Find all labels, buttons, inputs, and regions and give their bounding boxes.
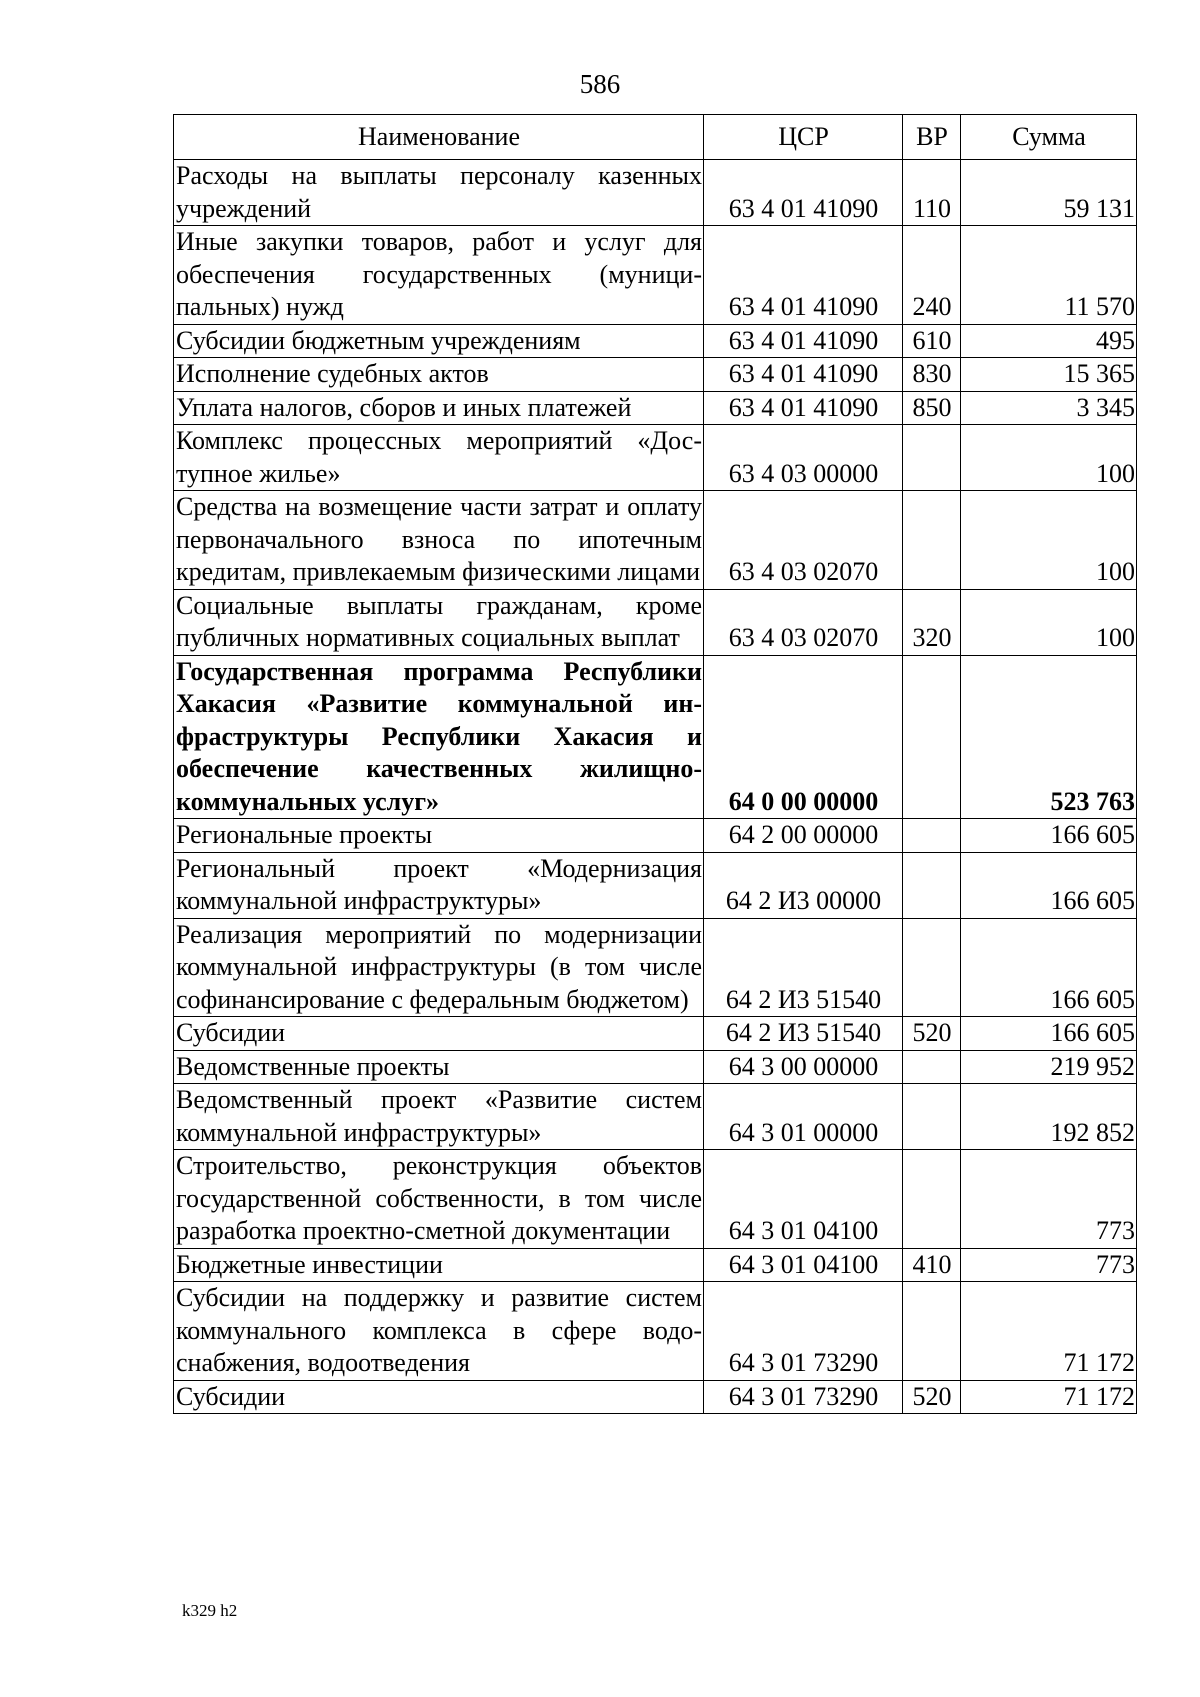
cell-vr: 520: [903, 1017, 961, 1051]
table-row: [174, 1017, 1137, 1051]
cell-sum: 495: [961, 324, 1137, 358]
cell-csr: 63 4 03 00000: [704, 425, 903, 491]
cell-name: Субсидии на поддержку и развитие систем коммунального комплекса в сфере водоснабжения, водоотведения: [174, 1282, 704, 1381]
cell-vr: 240: [903, 226, 961, 325]
table-row: [174, 1150, 1137, 1249]
cell-name: Субсидии: [174, 1380, 704, 1414]
cell-vr: 830: [903, 358, 961, 392]
cell-csr: 63 4 01 41090: [704, 226, 903, 325]
cell-sum: 523 763: [961, 655, 1137, 819]
cell-name: Иные закупки товаров, работ и услуг для обеспечения государственных (муниципальных) нужд: [174, 226, 704, 325]
cell-csr: 63 4 01 41090: [704, 358, 903, 392]
cell-name: Региональный проект «Модернизация коммунальной инфраструктуры»: [174, 852, 704, 918]
table-row: [174, 324, 1137, 358]
table-row: [174, 655, 1137, 819]
cell-csr: 64 3 01 04100: [704, 1150, 903, 1249]
cell-csr: 63 4 03 02070: [704, 589, 903, 655]
cell-sum: 3 345: [961, 391, 1137, 425]
cell-sum: 166 605: [961, 852, 1137, 918]
cell-sum: 166 605: [961, 1017, 1137, 1051]
cell-vr: [903, 852, 961, 918]
cell-csr: 64 3 01 73290: [704, 1282, 903, 1381]
table-row: [174, 491, 1137, 590]
cell-name: Исполнение судебных актов: [174, 358, 704, 392]
cell-name: Региональные проекты: [174, 819, 704, 853]
cell-vr: [903, 655, 961, 819]
cell-vr: [903, 819, 961, 853]
cell-sum: 59 131: [961, 160, 1137, 226]
table-row: [174, 1248, 1137, 1282]
cell-name: Государственная программа Республики Хакасия «Развитие коммунальной инфраструктуры Республики Хакасия и обеспечение качественных жилищно-коммунальных услуг»: [174, 655, 704, 819]
cell-name: Комплекс процессных мероприятий «Доступное жилье»: [174, 425, 704, 491]
cell-name: Уплата налогов, сборов и иных платежей: [174, 391, 704, 425]
cell-name: Субсидии: [174, 1017, 704, 1051]
table-row: [174, 391, 1137, 425]
table-row: [174, 160, 1137, 226]
cell-csr: 64 3 01 04100: [704, 1248, 903, 1282]
page-number: 586: [579, 69, 621, 99]
table-row: [174, 1380, 1137, 1414]
cell-sum: 11 570: [961, 226, 1137, 325]
table-row: [174, 819, 1137, 853]
cell-name: Бюджетные инвестиции: [174, 1248, 704, 1282]
table-row: [174, 852, 1137, 918]
table-row: [174, 918, 1137, 1017]
cell-csr: 64 2 И3 51540: [704, 1017, 903, 1051]
cell-sum: 166 605: [961, 918, 1137, 1017]
cell-sum: 192 852: [961, 1084, 1137, 1150]
table-row: [174, 589, 1137, 655]
cell-vr: [903, 1084, 961, 1150]
cell-vr: [903, 425, 961, 491]
cell-csr: 64 2 И3 00000: [704, 852, 903, 918]
cell-sum: 773: [961, 1150, 1137, 1249]
table-row: [174, 1084, 1137, 1150]
cell-vr: [903, 1150, 961, 1249]
cell-sum: 100: [961, 425, 1137, 491]
cell-csr: 64 2 00 00000: [704, 819, 903, 853]
cell-csr: 64 3 00 00000: [704, 1050, 903, 1084]
cell-sum: 100: [961, 491, 1137, 590]
table-header: [174, 115, 1137, 160]
cell-name: Строительство, реконструкция объектов государственной собственности, в том числе разработка проектно-сметной документации: [174, 1150, 704, 1249]
cell-vr: 110: [903, 160, 961, 226]
cell-sum: 15 365: [961, 358, 1137, 392]
header-vr: ВР: [903, 115, 961, 160]
cell-vr: [903, 1050, 961, 1084]
header-row: [174, 115, 1137, 160]
cell-csr: 63 4 01 41090: [704, 391, 903, 425]
table-row: [174, 1050, 1137, 1084]
cell-name: Ведомственный проект «Развитие систем коммунальной инфраструктуры»: [174, 1084, 704, 1150]
cell-name: Ведомственные проекты: [174, 1050, 704, 1084]
cell-name: Средства на возмещение части затрат и оплату первоначального взноса по ипотечным кредитам, привлекаемым физическими лицами: [174, 491, 704, 590]
cell-sum: 71 172: [961, 1282, 1137, 1381]
table-body: [174, 160, 1137, 1414]
cell-vr: 520: [903, 1380, 961, 1414]
budget-table: [173, 114, 1137, 1414]
header-name: Наименование: [174, 115, 704, 160]
cell-csr: 64 0 00 00000: [704, 655, 903, 819]
cell-vr: [903, 1282, 961, 1381]
cell-vr: 320: [903, 589, 961, 655]
cell-csr: 64 3 01 00000: [704, 1084, 903, 1150]
cell-sum: 773: [961, 1248, 1137, 1282]
cell-sum: 100: [961, 589, 1137, 655]
cell-csr: 63 4 01 41090: [704, 160, 903, 226]
cell-sum: 219 952: [961, 1050, 1137, 1084]
cell-name: Расходы на выплаты персоналу казенных учреждений: [174, 160, 704, 226]
cell-name: Социальные выплаты гражданам, кроме публичных нормативных социальных выплат: [174, 589, 704, 655]
cell-vr: [903, 491, 961, 590]
cell-sum: 71 172: [961, 1380, 1137, 1414]
cell-sum: 166 605: [961, 819, 1137, 853]
cell-csr: 63 4 01 41090: [704, 324, 903, 358]
cell-vr: [903, 918, 961, 1017]
footer-code: k329 h2: [182, 1601, 238, 1620]
cell-vr: 410: [903, 1248, 961, 1282]
cell-vr: 610: [903, 324, 961, 358]
header-csr: ЦСР: [704, 115, 903, 160]
cell-name: Субсидии бюджетным учреждениям: [174, 324, 704, 358]
cell-vr: 850: [903, 391, 961, 425]
cell-csr: 64 3 01 73290: [704, 1380, 903, 1414]
table-row: [174, 1282, 1137, 1381]
cell-csr: 63 4 03 02070: [704, 491, 903, 590]
table-row: [174, 226, 1137, 325]
table-row: [174, 425, 1137, 491]
cell-csr: 64 2 И3 51540: [704, 918, 903, 1017]
table-row: [174, 358, 1137, 392]
cell-name: Реализация мероприятий по модернизации коммунальной инфраструктуры (в том числе софинансирование с федеральным бюджетом): [174, 918, 704, 1017]
header-sum: Сумма: [961, 115, 1137, 160]
